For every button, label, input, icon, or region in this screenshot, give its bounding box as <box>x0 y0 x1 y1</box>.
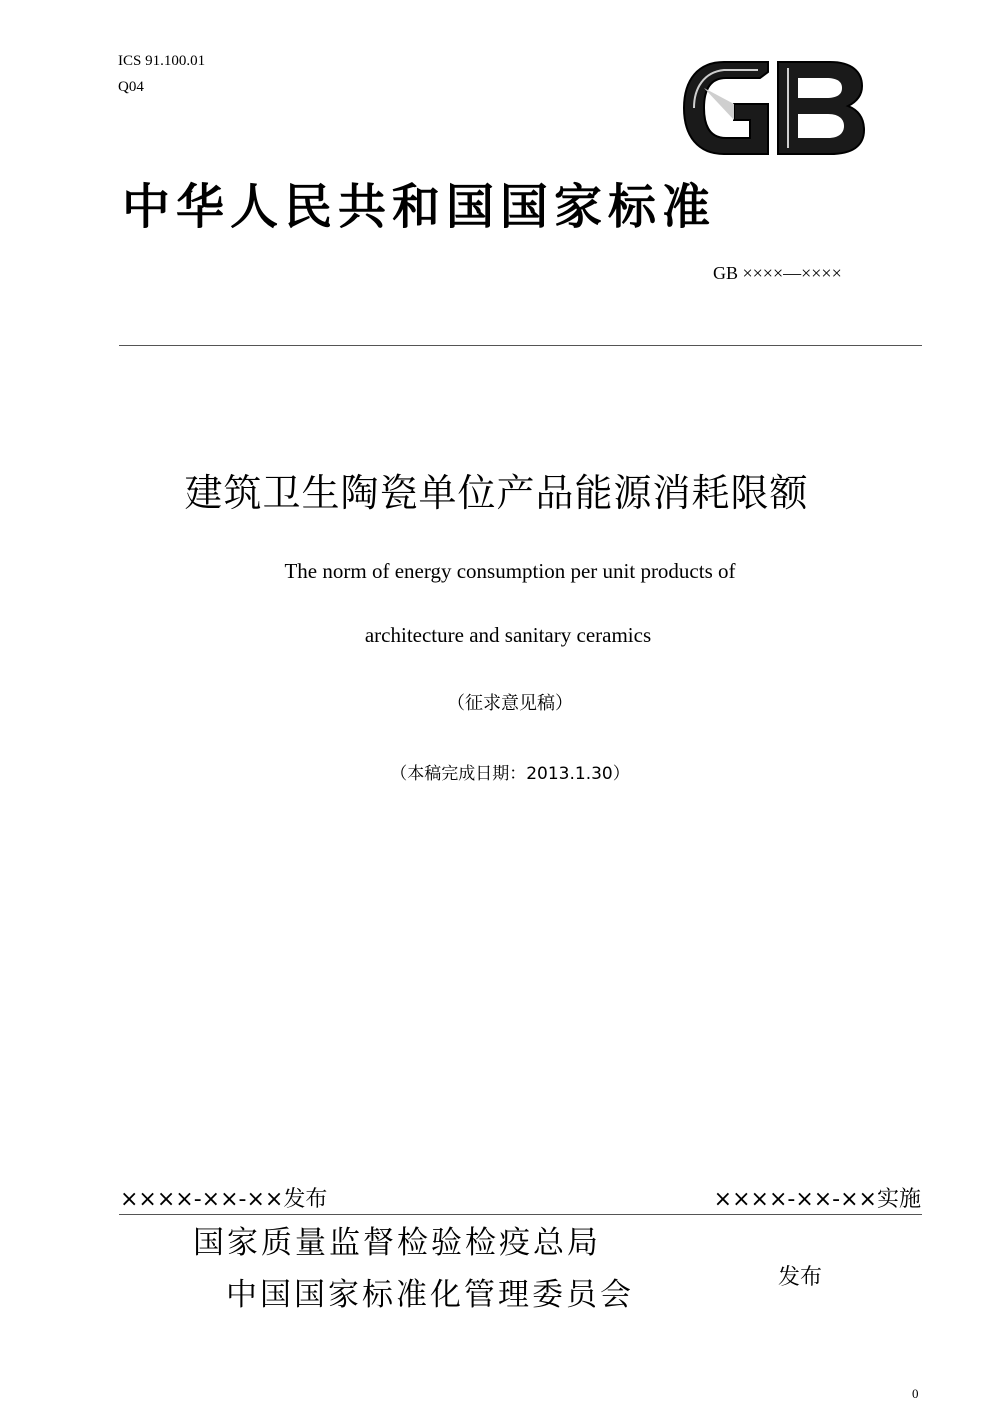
standard-number: GB ××××—×××× <box>713 263 842 283</box>
national-standard-title: 中华人民共和国国家标准 <box>122 179 717 235</box>
implement-date: ××××-××-××实施 <box>713 1187 921 1212</box>
issuing-org-sac: 中国国家标准化管理委员会 <box>226 1277 634 1313</box>
issue-label: 发布 <box>778 1265 823 1290</box>
document-title-en-line1: The norm of energy consumption per unit products of <box>284 559 736 583</box>
gb-logo-g-letter <box>684 62 768 154</box>
footer-divider <box>119 1214 922 1215</box>
document-title-en-line2: architecture and sanitary ceramics <box>364 623 652 647</box>
page-number: 0 <box>912 1386 919 1401</box>
ics-code: ICS 91.100.01 <box>118 53 206 69</box>
issuing-org-aqsiq: 国家质量监督检验检疫总局 <box>193 1225 601 1261</box>
publish-date: ××××-××-××发布 <box>120 1187 328 1212</box>
classification-code: Q04 <box>118 79 144 95</box>
completion-date: （本稿完成日期：2013.1.30） <box>390 764 630 784</box>
draft-note: （征求意见稿） <box>447 693 573 714</box>
document-title-zh: 建筑卫生陶瓷单位产品能源消耗限额 <box>184 471 809 515</box>
header-divider <box>119 345 922 346</box>
gb-logo <box>680 58 866 158</box>
gb-logo-b-letter <box>778 62 864 154</box>
